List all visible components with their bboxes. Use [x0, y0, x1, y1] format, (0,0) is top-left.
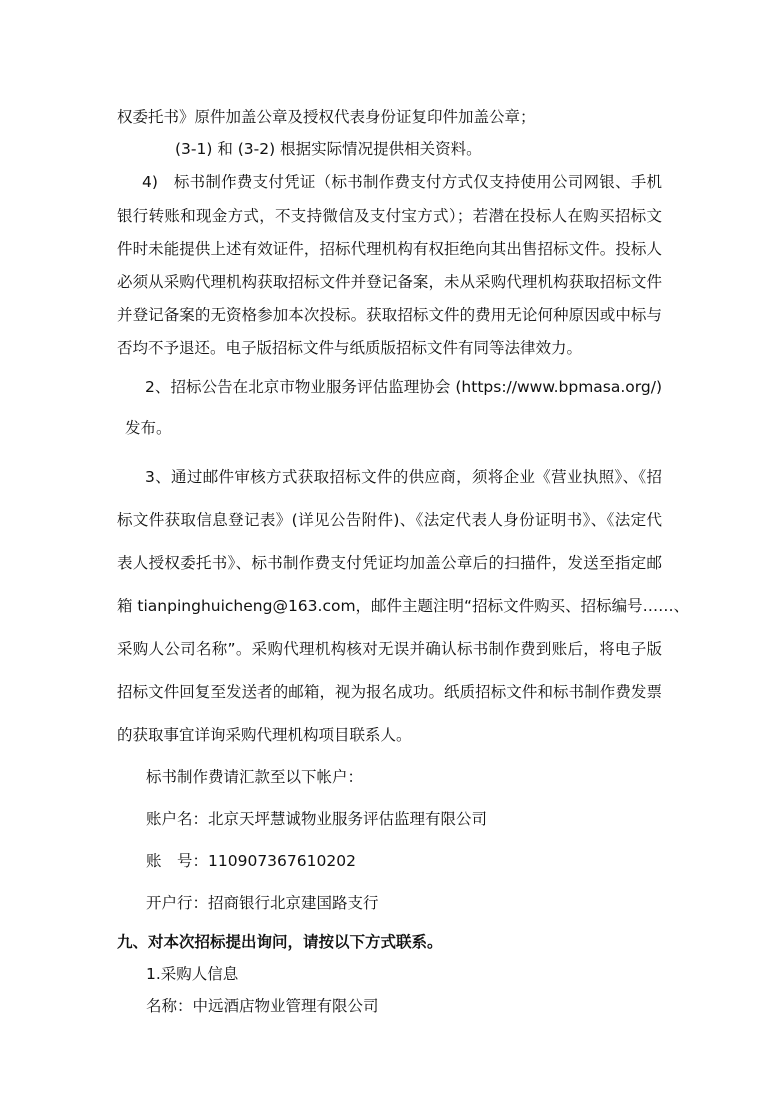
- account-number-label: 账 号：: [146, 852, 209, 870]
- paragraph-line: 银行转账和现金方式，不支持微信及支付宝方式）；若潜在投标人在购买招标文: [117, 207, 662, 225]
- purchaser-name-label: 名称：: [146, 997, 193, 1015]
- purchaser-name-row: [146, 996, 379, 1016]
- paragraph-line: 招标文件回复至发送者的邮箱，视为报名成功。纸质招标文件和标书制作费发票: [117, 683, 662, 701]
- account-name-row: [146, 809, 487, 829]
- paragraph-line: 否均不予退还。电子版招标文件与纸质版招标文件有同等法律效力。: [117, 339, 583, 357]
- paragraph-line: 发布。: [125, 419, 172, 437]
- paragraph-line: 箱 tianpinghuicheng@163.com，邮件主题注明“招标文件购买、招标编号……、: [117, 597, 690, 615]
- account-number-row: [146, 851, 356, 871]
- paragraph-line: (3-1) 和 (3-2) 根据实际情况提供相关资料。: [175, 140, 482, 158]
- paragraph-line: 2、招标公告在北京市物业服务评估监理协会 (https://www.bpmasa.org/): [145, 378, 662, 396]
- paragraph-line: 采购人公司名称”。采购代理机构核对无误并确认标书制作费到账后，将电子版: [117, 640, 662, 658]
- paragraph-line: 3、通过邮件审核方式获取招标文件的供应商，须将企业《营业执照》、《招: [145, 468, 662, 486]
- section-heading: 九、对本次招标提出询问，请按以下方式联系。: [117, 933, 443, 951]
- account-bank-label: 开户行：: [146, 894, 209, 912]
- account-bank-value: 招商银行北京建国路支行: [208, 894, 379, 912]
- paragraph-line: 必须从采购代理机构获取招标文件并登记备案，未从采购代理机构获取招标文件: [117, 273, 662, 291]
- account-intro: 标书制作费请汇款至以下帐户：: [146, 768, 364, 786]
- account-number-value: 110907367610202: [208, 852, 356, 870]
- paragraph-line: 件时未能提供上述有效证件，招标代理机构有权拒绝向其出售招标文件。投标人: [117, 240, 662, 258]
- paragraph-line: 4) 标书制作费支付凭证（标书制作费支付方式仅支持使用公司网银、手机: [142, 173, 662, 191]
- paragraph-line: 标文件获取信息登记表》(详见公告附件)、《法定代表人身份证明书》、《法定代: [117, 511, 662, 529]
- paragraph-line: 并登记备案的无资格参加本次投标。获取招标文件的费用无论何种原因或中标与: [117, 306, 662, 324]
- subsection-title: 1.采购人信息: [146, 965, 239, 983]
- purchaser-name-value: 中远酒店物业管理有限公司: [192, 997, 379, 1015]
- account-bank-row: [146, 893, 379, 913]
- paragraph-line: 表人授权委托书》、标书制作费支付凭证均加盖公章后的扫描件，发送至指定邮: [117, 554, 662, 572]
- account-name-value: 北京天坪慧诚物业服务评估监理有限公司: [208, 810, 488, 828]
- paragraph-line: 的获取事宜详询采购代理机构项目联系人。: [117, 726, 412, 744]
- account-name-label: 账户名：: [146, 810, 209, 828]
- paragraph-line: 权委托书》原件加盖公章及授权代表身份证复印件加盖公章；: [117, 108, 536, 126]
